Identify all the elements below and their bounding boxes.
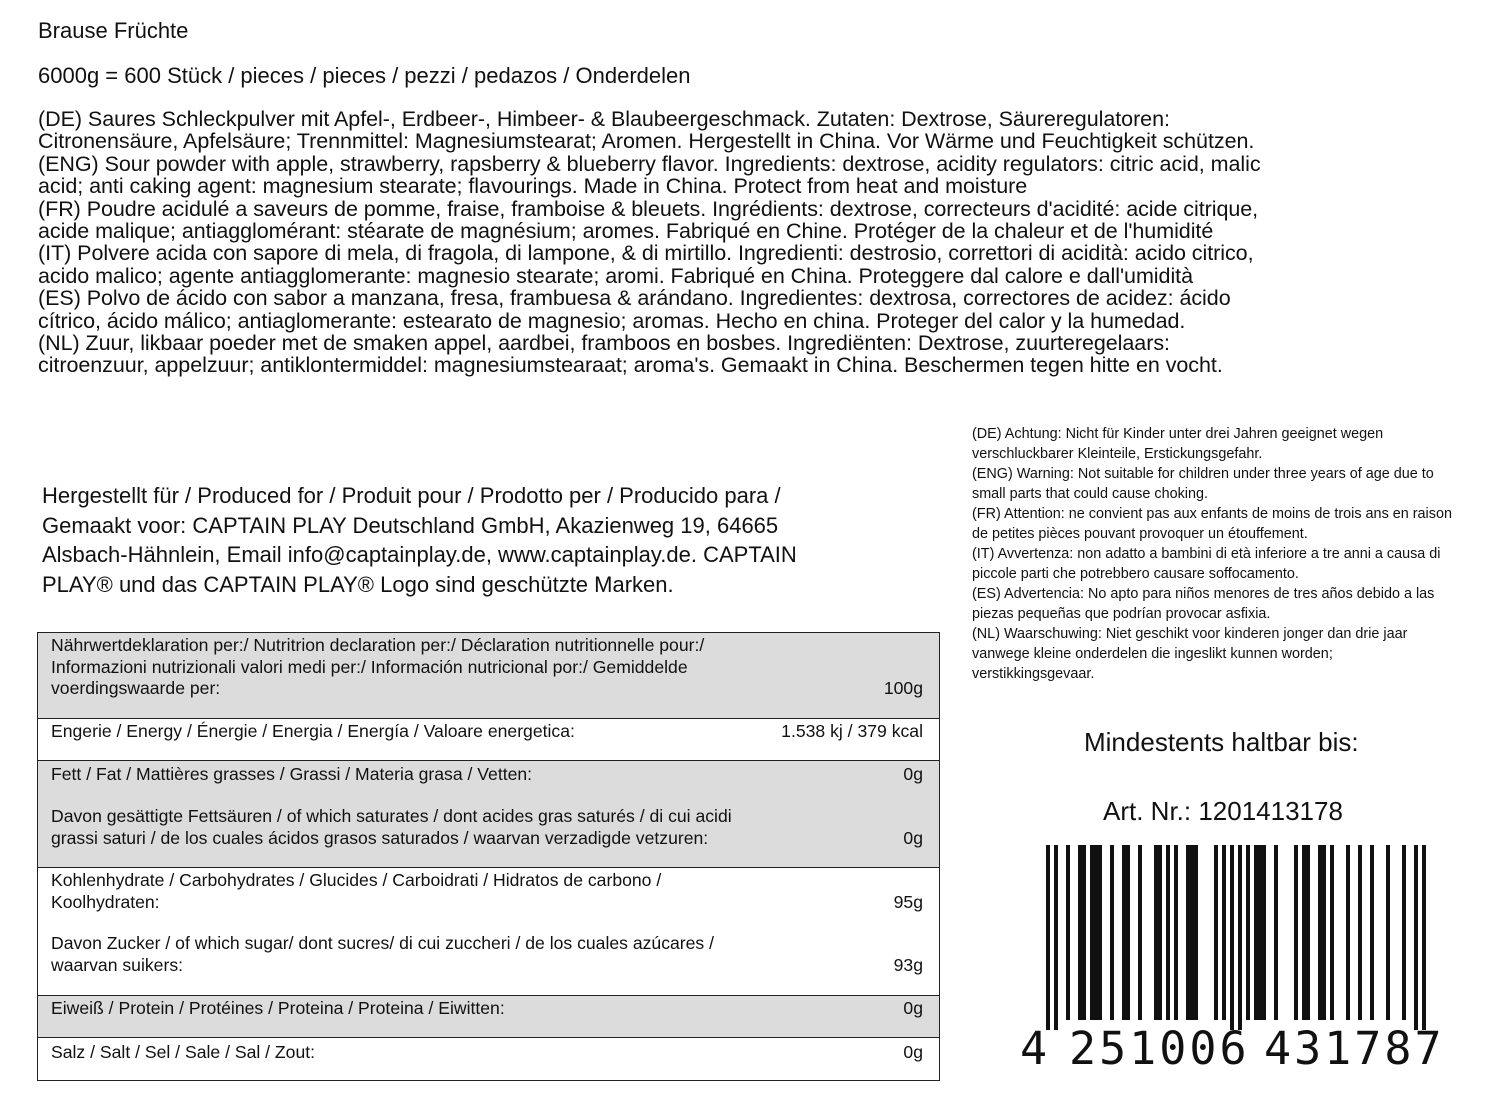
barcode-bar: [1294, 845, 1298, 1020]
barcode-bar: [1322, 845, 1326, 1020]
barcode-bar: [1302, 845, 1306, 1020]
barcode-bar: [1154, 845, 1158, 1020]
barcode-bar: [1186, 845, 1190, 1020]
barcode-bar: [1094, 845, 1098, 1020]
barcode-bar: [1158, 845, 1162, 1020]
protein-row: [38, 996, 939, 1038]
description-line: acido malico; agente antiagglomerante: magnesio stearate; aromi. Fabriqué en China. Proteggere dal calore e dall'umidità: [38, 263, 1194, 288]
warning-line: verstikkingsgevaar.: [972, 666, 1095, 682]
barcode-bar: [1370, 845, 1374, 1020]
nutrition-header-line: Nährwertdeklaration per:/ Nutritrion declaration per:/ Déclaration nutritionnelle pour:/: [51, 635, 705, 655]
saturates-value: 0g: [903, 828, 923, 848]
warning-line: piccole parti che potrebbero causare soffocamento.: [972, 566, 1299, 582]
carbs-label-line: Koolhydraten:: [51, 891, 160, 912]
barcode-bar: [1258, 845, 1262, 1020]
barcode-bar: [1414, 845, 1418, 1030]
saturates-label-line: grassi saturi / de los cuales ácidos grasos saturados / waarvan verzadigde vetzuren:: [51, 827, 709, 848]
energy-label: Engerie / Energy / Énergie / Energia / Energía / Valoare energetica:: [51, 721, 575, 741]
product-title: Brause Früchte: [38, 18, 189, 43]
description-line: acid; anti caking agent: magnesium stearate; flavourings. Made in China. Protect from heat and moisture: [38, 174, 1028, 199]
protein-value: 0g: [903, 998, 923, 1018]
barcode-bar: [1262, 845, 1266, 1020]
article-number: Art. Nr.: 1201413178: [1103, 796, 1343, 826]
barcode-bar: [1386, 845, 1390, 1020]
manufacturer-line: Gemaakt voor: CAPTAIN PLAY Deutschland GmbH, Akazienweg 19, 64665: [42, 512, 779, 538]
barcode-bar: [1194, 845, 1198, 1020]
description-line: (DE) Saures Schleckpulver mit Apfel-, Erdbeer-, Himbeer- & Blaubeergeschmack. Zutaten: Dextrose, Säureregulatoren:: [38, 107, 1170, 131]
barcode-bar: [1090, 845, 1094, 1020]
description-line: (IT) Polvere acida con sapore di mela, di fragola, di lampone, & di mirtillo. Ingredienti: destrosio, correttori di acidità: acido citrico,: [38, 241, 1254, 266]
barcode-first-digit: 4: [1020, 1022, 1048, 1075]
barcode-bar: [1274, 845, 1278, 1020]
description-line: (ES) Polvo de ácido con sabor a manzana, fresa, frambuesa & arándano. Ingredientes: dextrosa, correctores de acidez: ácido: [38, 286, 1231, 311]
warning-line: (IT) Avvertenza: non adatto a bambini di età inferiore a tre anni a causa di: [972, 546, 1441, 562]
carbs-row: [38, 868, 939, 996]
best-before-label: Mindestents haltbar bis:: [1084, 727, 1359, 757]
warning-line: (ENG) Warning: Not suitable for children under three years of age due to: [972, 466, 1434, 482]
barcode-bar: [1078, 845, 1082, 1020]
barcode-bar: [1166, 845, 1170, 1020]
barcode-left-group: 251006: [1069, 1022, 1250, 1075]
product-description: [38, 108, 1261, 377]
description-line: cítrico, ácido málico; antiaglomerante: estearato de magnesio; aromas. Hecho en china. Proteger del calor y la humedad.: [38, 308, 1186, 333]
warning-line: (ES) Advertencia: No apto para niños menores de tres años debido a las: [972, 586, 1435, 602]
barcode-bar: [1122, 845, 1126, 1020]
barcode-bar: [1214, 845, 1218, 1020]
nutrition-table: [37, 632, 940, 1081]
barcode-bar: [1318, 845, 1322, 1020]
warning-line: piezas pequeñas que podrían provocar asfixia.: [972, 606, 1271, 622]
barcode-bar: [1046, 845, 1050, 1030]
barcode-bar: [1082, 845, 1086, 1020]
protein-label: Eiweiß / Protein / Protéines / Proteina / Proteina / Eiwitten:: [51, 998, 505, 1018]
barcode-bar: [1110, 845, 1114, 1020]
salt-row: [38, 1038, 939, 1080]
description-line: acide malique; antiagglomérant: stéarate de magnésium; aromes. Fabriqué en Chine. Protéger de la chaleur et de l'humidité: [38, 219, 1214, 244]
barcode-bar: [1174, 845, 1178, 1020]
carbs-label-line: Kohlenhydrate / Carbohydrates / Glucides / Carboidrati / Hidratos de carbono /: [51, 870, 662, 890]
warning-line: (NL) Waarschuwing: Niet geschikt voor kinderen jonger dan drie jaar: [972, 626, 1408, 642]
barcode-bar: [1222, 845, 1226, 1020]
barcode-bar: [1306, 845, 1310, 1020]
nutrition-header-line: Informazioni nutrizionali valori medi per:/ Información nutricional por:/ Gemiddelde: [51, 656, 688, 677]
fat-label: Fett / Fat / Mattières grasses / Grassi / Materia grasa / Vetten:: [51, 764, 533, 784]
salt-label: Salz / Salt / Sel / Sale / Sal / Zout:: [51, 1042, 316, 1062]
barcode-bar: [1330, 845, 1334, 1020]
carbs-value: 95g: [893, 892, 923, 912]
description-line: (FR) Poudre acidulé a saveurs de pomme, fraise, framboise & bleuets. Ingrédients: dextrose, correcteurs d'acidité: acide citrique,: [38, 196, 1259, 221]
warning-line: (DE) Achtung: Nicht für Kinder unter drei Jahren geeignet wegen: [972, 426, 1384, 442]
sugar-value: 93g: [893, 955, 923, 975]
nutrition-header-line: voerdingswaarde per:: [51, 678, 221, 698]
description-line: (NL) Zuur, likbaar poeder met de smaken appel, aardbei, framboos en bosbes. Ingrediënten: Dextrose, zuurteregelaars:: [38, 331, 1170, 356]
manufacturer-line: Hergestellt für / Produced for / Produit pour / Prodotto per / Producido para /: [42, 483, 781, 508]
barcode-bar: [1126, 845, 1130, 1020]
barcode-bar: [1138, 845, 1142, 1020]
warning-line: verschluckbarer Kleinteile, Erstickungsgefahr.: [972, 446, 1263, 462]
fat-value: 0g: [903, 764, 923, 784]
saturates-label-line: Davon gesättigte Fettsäuren / of which saturates / dont acides gras saturés / di cui acidi: [51, 806, 732, 826]
barcode-bar: [1066, 845, 1070, 1020]
warning-line: (FR) Attention: ne convient pas aux enfants de moins de trois ans en raison: [972, 506, 1452, 522]
warning-line: vanwege kleine onderdelen die ingeslikt kunnen worden;: [972, 646, 1333, 662]
barcode-bar: [1054, 845, 1058, 1030]
barcode-bar: [1254, 845, 1258, 1020]
barcode-bar: [1230, 845, 1234, 1030]
barcode-bar: [1246, 845, 1250, 1020]
product-quantity: 6000g = 600 Stück / pieces / pieces / pezzi / pedazos / Onderdelen: [38, 63, 691, 88]
sugar-label-line: waarvan suikers:: [51, 954, 184, 975]
warning-line: de petites pièces pouvant provoquer un étouffement.: [972, 526, 1308, 542]
barcode-bar: [1346, 845, 1350, 1020]
nutrition-header-row: [38, 633, 939, 719]
warning-line: small parts that could cause choking.: [972, 486, 1208, 502]
barcode-bar: [1358, 845, 1362, 1020]
fat-row: [38, 761, 939, 868]
manufacturer-line: PLAY® und das CAPTAIN PLAY® Logo sind geschützte Marken.: [42, 571, 674, 597]
energy-value: 1.538 kj / 379 kcal: [781, 721, 923, 741]
nutrition-header-value: 100g: [883, 678, 923, 698]
barcode-bar: [1238, 845, 1242, 1030]
safety-warnings: [972, 424, 1452, 684]
manufacturer-info: [42, 481, 797, 599]
barcode-bar: [1402, 845, 1406, 1020]
description-line: citroenzuur, appelzuur; antiklontermiddel: magnesiumstearaat; aroma's. Gemaakt in China. Beschermen tegen hitte en vocht.: [38, 353, 1223, 378]
barcode-right-group: 431787: [1264, 1022, 1445, 1075]
description-line: (ENG) Sour powder with apple, strawberry, rapsberry & blueberry flavor. Ingredients: dextrose, acidity regulators: citric acid, malic: [38, 151, 1261, 176]
salt-value: 0g: [903, 1042, 923, 1062]
barcode-bar: [1422, 845, 1426, 1030]
description-line: Citronensäure, Apfelsäure; Trennmittel: Magnesiumstearat; Aromen. Hergestellt in China. Vor Wärme und Feuchtigkeit schützen.: [38, 129, 1255, 154]
energy-row: [38, 719, 939, 761]
barcode-bar: [1190, 845, 1194, 1020]
manufacturer-line: Alsbach-Hähnlein, Email info@captainplay.de, www.captainplay.de. CAPTAIN: [42, 542, 797, 567]
barcode-bar: [1098, 845, 1102, 1020]
sugar-label-line: Davon Zucker / of which sugar/ dont sucres/ di cui zuccheri / de los cuales azúcares /: [51, 933, 715, 953]
